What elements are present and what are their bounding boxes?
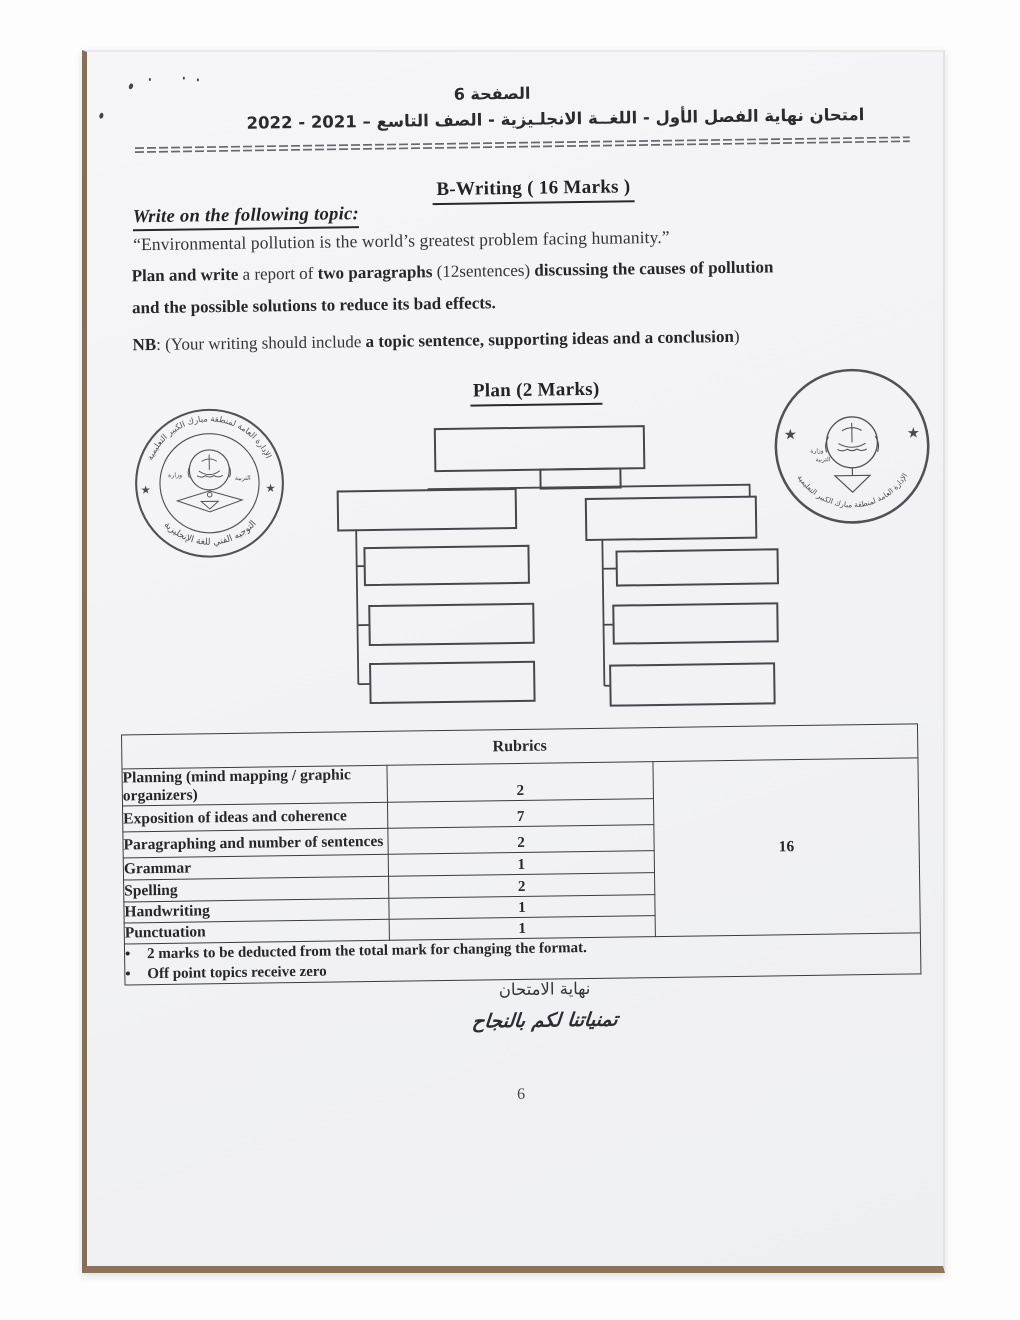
scanned-exam-paper [82, 50, 945, 1273]
rubric-label: Paragraphing and number of sentences [123, 828, 389, 858]
success-wish-arabic: تمنياتنا لكم بالنجاح [471, 1008, 619, 1033]
rubrics-note: • 2 marks to be deducted from the total mark for changing the format. [125, 933, 920, 964]
kuwait-emblem [168, 449, 252, 512]
paper-content [79, 46, 952, 1272]
plan-diagram [332, 418, 806, 725]
stamp-outer-ring [135, 409, 284, 558]
plan-box-left-child-2 [369, 604, 534, 645]
rubric-label: Planning (mind mapping / graphic organizers) [122, 765, 388, 806]
rubric-label: Grammar [123, 854, 389, 880]
writing-section-title-row [130, 172, 936, 209]
stamp-star-right-icon: ★ [265, 480, 276, 495]
rubric-mark: 1 [389, 895, 655, 920]
scan-speck [99, 112, 104, 119]
stamp-star-right-icon: ★ [906, 424, 921, 442]
rubrics-total: 16 [653, 758, 921, 937]
plan-box-left-child-1 [364, 546, 529, 585]
plan-box-main [435, 426, 645, 471]
stamp-inner-ring [159, 433, 259, 533]
scan-speck [183, 77, 185, 80]
stamp-education-text: التربية [815, 457, 831, 464]
exam-header-arabic: امتحان نهاية الفصل الأول - اللغــة الانجلـيزية - الصف التاسع – 2021 - 2022 [246, 105, 865, 133]
stamp-ministry-text: وزارة [168, 471, 183, 480]
rubric-label: Handwriting [124, 898, 390, 923]
rubric-label: Punctuation [124, 919, 390, 944]
topic-quote: “Environmental pollution is the world’s greatest problem facing humanity.” [133, 226, 670, 255]
stamp-arc-bottom-text: التوجيه الفني للغة الإنجليزية [161, 518, 259, 548]
kuwait-emblem [810, 417, 879, 493]
plan-left-branch-line [356, 530, 358, 684]
rubric-label: Exposition of ideas and coherence [123, 802, 389, 832]
instruction-line-2: and the possible solutions to reduce its bad effects. [131, 293, 496, 318]
plan-box-right-parent [586, 497, 757, 540]
school-district-stamp [127, 401, 291, 565]
scan-speck [197, 78, 199, 81]
page-label-arabic: الصفحة 6 [453, 83, 531, 104]
header-divider [135, 136, 910, 153]
end-of-exam-arabic: نهاية الامتحان [498, 978, 591, 1000]
rubric-mark: 1 [389, 916, 655, 941]
plan-title: Plan (2 Marks) [470, 379, 603, 407]
scan-speck [149, 78, 151, 81]
writing-section-title: B-Writing ( 16 Marks ) [432, 176, 634, 205]
topic-heading: Write on the following topic: [133, 204, 360, 231]
rubric-mark: 2 [389, 873, 655, 899]
rubrics-title: Rubrics [122, 724, 918, 769]
rubric-mark: 2 [387, 762, 653, 803]
stamp-star-left-icon: ★ [140, 482, 151, 497]
stamp-education-text: التربية [234, 474, 251, 483]
control-stamp [768, 362, 936, 530]
stamp-star-left-icon: ★ [783, 426, 798, 444]
rubrics-table [121, 723, 921, 985]
instruction-line-1: Plan and write a report of two paragraphs (12sentences) discussing the causes of pollution [131, 257, 774, 286]
plan-right-branch-line [602, 540, 604, 686]
stamp-ministry-text: وزارة [810, 448, 824, 455]
plan-box-left-child-3 [370, 662, 535, 703]
rubric-mark: 1 [389, 851, 655, 877]
plan-box-left-parent [338, 489, 517, 530]
plan-box-stem [540, 469, 620, 489]
nb-note: NB: (Your writing should include a topic sentence, supporting ideas and a conclusion) [132, 326, 740, 355]
rubric-mark: 7 [388, 799, 654, 829]
rubric-label: Spelling [124, 876, 390, 902]
page-number: 6 [516, 1085, 526, 1104]
stamp-arc-bottom-text: الإدارة العامة لمنطقة مبارك الكبير التعليمية [795, 471, 910, 510]
plan-box-right-child-2 [613, 603, 778, 643]
rubric-mark: 2 [388, 825, 654, 855]
stamp-arc-top-text: الإدارة العامة لمنطقة مبارك الكبير التعليمية [144, 413, 274, 462]
plan-box-right-child-3 [610, 663, 775, 705]
rubrics-note: • Off point topics receive zero [125, 953, 920, 984]
plan-box-right-child-1 [617, 549, 778, 585]
rubrics-section [121, 723, 921, 985]
